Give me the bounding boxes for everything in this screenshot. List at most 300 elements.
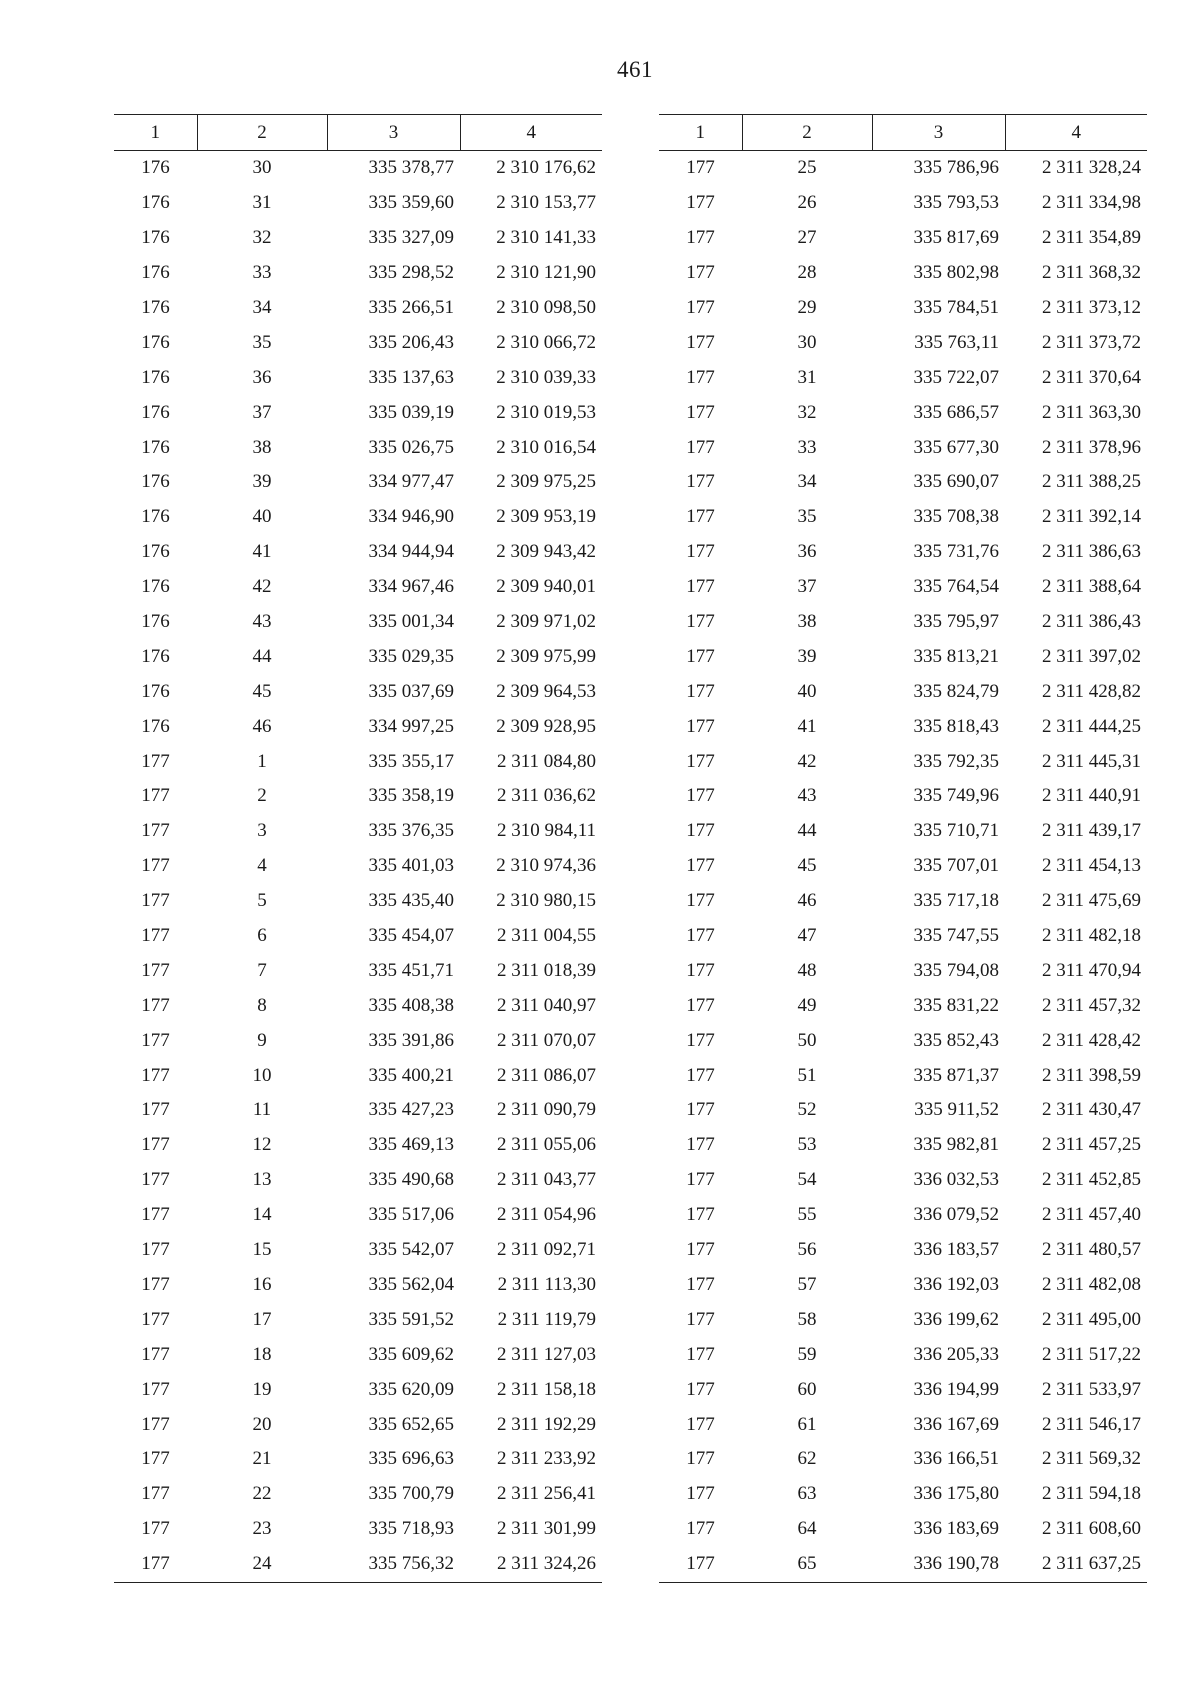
table-cell-col-2: 48	[797, 959, 817, 981]
table-cell-col-1: 177	[141, 1308, 170, 1330]
table-row	[114, 849, 602, 884]
table-cell-col-4: 2 311 569,32	[1041, 1448, 1141, 1470]
table-cell-col-2: 8	[257, 994, 267, 1016]
table-row	[114, 1093, 602, 1128]
table-cell-col-2: 49	[797, 994, 817, 1016]
table-cell-col-1: 177	[141, 750, 170, 772]
table-cell-col-4: 2 310 141,33	[496, 227, 596, 249]
table-cell-col-2: 51	[797, 1064, 817, 1086]
table-cell-col-2: 15	[252, 1239, 272, 1261]
table-row	[114, 1058, 602, 1093]
table-cell-col-3: 335 026,75	[368, 436, 454, 458]
table-cell-col-4: 2 309 943,42	[496, 541, 596, 563]
table-row	[659, 605, 1147, 640]
table-cell-col-4: 2 309 940,01	[496, 576, 596, 598]
table-cell-col-3: 335 620,09	[368, 1378, 454, 1400]
table-cell-col-3: 335 871,37	[913, 1064, 999, 1086]
table-row	[659, 1442, 1147, 1477]
table-cell-col-2: 38	[797, 611, 817, 633]
table-cell-col-4: 2 311 388,64	[1041, 576, 1141, 598]
table-row	[114, 709, 602, 744]
table-cell-col-1: 177	[686, 1273, 715, 1295]
table-row	[114, 1407, 602, 1442]
column-header-2: 2	[197, 115, 327, 151]
table-row	[114, 360, 602, 395]
table-cell-col-2: 44	[252, 645, 272, 667]
table-cell-col-4: 2 310 019,53	[496, 401, 596, 423]
table-cell-col-2: 11	[252, 1099, 272, 1121]
table-cell-col-3: 335 747,55	[913, 925, 999, 947]
table-cell-col-2: 24	[197, 1547, 327, 1582]
table-cell-col-1: 177	[141, 1099, 170, 1121]
table-cell-col-1: 177	[686, 1448, 715, 1470]
table-row	[659, 1163, 1147, 1198]
table-cell-col-3: 336 190,78	[872, 1547, 1005, 1582]
table-cell-col-3: 335 756,32	[327, 1547, 460, 1582]
table-cell-col-2: 57	[797, 1273, 817, 1295]
table-row	[659, 395, 1147, 430]
table-row	[659, 1407, 1147, 1442]
table-cell-col-1: 177	[686, 1343, 715, 1365]
table-row	[659, 639, 1147, 674]
table-cell-col-4: 2 311 324,26	[460, 1547, 602, 1582]
table-cell-col-1: 177	[686, 1378, 715, 1400]
table-cell-col-3: 335 609,62	[368, 1343, 454, 1365]
table-cell-col-1: 177	[686, 994, 715, 1016]
table-row	[114, 500, 602, 535]
table-row	[659, 1268, 1147, 1303]
table-cell-col-3: 335 469,13	[368, 1134, 454, 1156]
table-cell-col-2: 36	[252, 366, 272, 388]
table-row	[114, 779, 602, 814]
table-cell-col-1: 177	[686, 436, 715, 458]
table-cell-col-3: 336 183,57	[913, 1239, 999, 1261]
table-row	[114, 465, 602, 500]
table-cell-col-2: 43	[797, 785, 817, 807]
table-cell-col-4: 2 311 378,96	[1041, 436, 1141, 458]
table-cell-col-3: 334 946,90	[368, 506, 454, 528]
table-cell-col-3: 336 194,99	[913, 1378, 999, 1400]
table-cell-col-4: 2 311 386,43	[1041, 611, 1141, 633]
column-header-2: 2	[742, 115, 872, 151]
table-cell-col-3: 334 944,94	[368, 541, 454, 563]
table-cell-col-2: 22	[252, 1483, 272, 1505]
table-cell-col-2: 54	[797, 1169, 817, 1191]
table-cell-col-3: 335 982,81	[913, 1134, 999, 1156]
table-cell-col-2: 27	[797, 227, 817, 249]
table-cell-col-4: 2 311 428,82	[1041, 680, 1141, 702]
table-cell-col-3: 335 562,04	[368, 1273, 454, 1295]
table-cell-col-3: 335 039,19	[368, 401, 454, 423]
table-cell-col-3: 335 391,86	[368, 1029, 454, 1051]
table-cell-col-2: 53	[797, 1134, 817, 1156]
table-cell-col-1: 176	[141, 576, 170, 598]
table-cell-col-2: 31	[252, 192, 272, 214]
table-cell-col-1: 177	[686, 820, 715, 842]
table-cell-col-3: 335 696,63	[368, 1448, 454, 1470]
table-cell-col-4: 2 310 121,90	[496, 262, 596, 284]
table-cell-col-1: 177	[141, 1413, 170, 1435]
table-cell-col-1: 177	[141, 1483, 170, 1505]
table-row	[114, 186, 602, 221]
table-cell-col-2: 25	[797, 157, 817, 179]
table-cell-col-4: 2 311 127,03	[496, 1343, 596, 1365]
table-cell-col-3: 334 977,47	[368, 471, 454, 493]
table-cell-col-1: 177	[686, 1064, 715, 1086]
table-row	[114, 988, 602, 1023]
table-cell-col-4: 2 311 301,99	[496, 1518, 596, 1540]
table-cell-col-2: 33	[252, 262, 272, 284]
table-cell-col-2: 4	[257, 855, 267, 877]
table-cell-col-1: 177	[141, 785, 170, 807]
table-cell-col-1: 177	[686, 611, 715, 633]
table-cell-col-3: 335 206,43	[368, 331, 454, 353]
table-cell-col-1: 177	[686, 1029, 715, 1051]
table-cell-col-2: 33	[797, 436, 817, 458]
table-cell-col-1: 176	[141, 297, 170, 318]
table-cell-col-4: 2 311 070,07	[496, 1029, 596, 1051]
table-cell-col-2: 65	[742, 1547, 872, 1582]
table-row	[114, 325, 602, 360]
table-cell-col-3: 335 359,60	[368, 192, 454, 214]
table-row	[659, 1547, 1147, 1582]
table-cell-col-1: 177	[686, 750, 715, 772]
table-cell-col-3: 335 700,79	[368, 1483, 454, 1505]
table-row	[659, 953, 1147, 988]
table-row	[659, 570, 1147, 605]
table-row	[659, 1023, 1147, 1058]
table-cell-col-2: 12	[252, 1134, 272, 1156]
table-cell-col-1: 176	[141, 645, 170, 667]
table-row	[659, 1337, 1147, 1372]
table-cell-col-2: 23	[252, 1518, 272, 1540]
table-cell-col-3: 335 298,52	[368, 262, 454, 284]
table-cell-col-2: 43	[252, 611, 272, 633]
table-row	[114, 1302, 602, 1337]
table-cell-col-1: 177	[686, 785, 715, 807]
table-header	[114, 115, 602, 151]
table-cell-col-4: 2 311 036,62	[496, 785, 596, 807]
table-cell-col-3: 335 037,69	[368, 680, 454, 702]
table-cell-col-2: 9	[257, 1029, 267, 1051]
table-cell-col-1: 176	[141, 611, 170, 633]
table-cell-col-1: 177	[141, 855, 170, 877]
table-cell-col-2: 39	[797, 645, 817, 667]
table-cell-col-1: 177	[141, 959, 170, 981]
table-row	[659, 465, 1147, 500]
table-row	[659, 360, 1147, 395]
table-cell-col-4: 2 309 953,19	[496, 506, 596, 528]
coordinate-table-right	[659, 114, 1147, 1583]
page-number: 461	[617, 57, 653, 82]
table-row	[114, 430, 602, 465]
table-cell-col-3: 335 717,18	[913, 890, 999, 912]
table-cell-col-4: 2 310 980,15	[496, 890, 596, 912]
table-cell-col-2: 32	[252, 227, 272, 249]
table-cell-col-3: 335 677,30	[913, 436, 999, 458]
table-cell-col-2: 41	[252, 541, 272, 563]
table-cell-col-1: 177	[686, 506, 715, 528]
table-row	[114, 919, 602, 954]
table-cell-col-3: 335 376,35	[368, 820, 454, 842]
table-cell-col-1: 177	[686, 715, 715, 737]
table-row	[114, 1268, 602, 1303]
table-row	[114, 1163, 602, 1198]
table-cell-col-2: 13	[252, 1169, 272, 1191]
table-cell-col-2: 62	[797, 1448, 817, 1470]
table-cell-col-2: 32	[797, 401, 817, 423]
table-cell-col-1: 176	[141, 436, 170, 458]
table-cell-col-1: 177	[141, 890, 170, 912]
table-cell-col-4: 2 311 457,32	[1041, 994, 1141, 1016]
table-row	[659, 1302, 1147, 1337]
table-cell-col-4: 2 311 397,02	[1041, 645, 1141, 667]
table-cell-col-1: 177	[686, 890, 715, 912]
table-cell-col-2: 46	[252, 715, 272, 737]
table-cell-col-2: 20	[252, 1413, 272, 1435]
table-cell-col-2: 59	[797, 1343, 817, 1365]
table-cell-col-3: 335 795,97	[913, 611, 999, 633]
table-row	[114, 1442, 602, 1477]
table-row	[659, 849, 1147, 884]
table-cell-col-3: 336 175,80	[913, 1483, 999, 1505]
table-cell-col-4: 2 310 098,50	[496, 297, 596, 318]
table-cell-col-1: 177	[686, 471, 715, 493]
table-cell-col-1: 177	[686, 1308, 715, 1330]
table-row	[114, 535, 602, 570]
table-cell-col-4: 2 311 517,22	[1041, 1343, 1141, 1365]
table-cell-col-4: 2 311 018,39	[496, 959, 596, 981]
table-cell-col-3: 335 690,07	[913, 471, 999, 493]
table-cell-col-4: 2 311 086,07	[496, 1064, 596, 1086]
table-row	[659, 1477, 1147, 1512]
table-cell-col-1: 177	[114, 1547, 197, 1582]
table-cell-col-2: 19	[252, 1378, 272, 1400]
table-row	[659, 1198, 1147, 1233]
table-cell-col-2: 34	[252, 297, 272, 318]
table-cell-col-1: 177	[141, 925, 170, 947]
table-cell-col-4: 2 311 444,25	[1041, 715, 1141, 737]
table-cell-col-2: 30	[252, 157, 272, 179]
table-cell-col-1: 177	[686, 262, 715, 284]
table-cell-col-4: 2 311 546,17	[1041, 1413, 1141, 1435]
table-cell-col-2: 31	[797, 366, 817, 388]
column-header-4: 4	[1005, 115, 1147, 151]
table-cell-col-1: 177	[686, 401, 715, 423]
table-cell-col-1: 176	[141, 331, 170, 353]
table-cell-col-4: 2 311 354,89	[1041, 227, 1141, 249]
table-cell-col-4: 2 311 452,85	[1041, 1169, 1141, 1191]
table-cell-col-3: 334 997,25	[368, 715, 454, 737]
table-cell-col-1: 177	[686, 1099, 715, 1121]
table-cell-col-1: 176	[141, 680, 170, 702]
table-cell-col-4: 2 311 084,80	[496, 750, 596, 772]
table-cell-col-3: 335 327,09	[368, 227, 454, 249]
table-cell-col-2: 46	[797, 890, 817, 912]
table-body	[114, 151, 602, 1583]
table-row	[114, 291, 602, 326]
column-header-1: 1	[659, 115, 742, 151]
table-cell-col-4: 2 311 334,98	[1041, 192, 1141, 214]
header-row	[659, 115, 1147, 151]
header-row	[114, 115, 602, 151]
table-cell-col-1: 177	[686, 366, 715, 388]
table-row	[659, 186, 1147, 221]
table-row	[659, 1372, 1147, 1407]
table-cell-col-1: 177	[686, 645, 715, 667]
table-cell-col-3: 335 813,21	[913, 645, 999, 667]
table-cell-col-4: 2 311 370,64	[1041, 366, 1141, 388]
table-cell-col-4: 2 309 971,02	[496, 611, 596, 633]
table-cell-col-1: 177	[141, 994, 170, 1016]
column-header-1: 1	[114, 115, 197, 151]
table-cell-col-4: 2 310 984,11	[496, 820, 596, 842]
table-cell-col-3: 335 490,68	[368, 1169, 454, 1191]
table-cell-col-4: 2 310 016,54	[496, 436, 596, 458]
table-cell-col-4: 2 311 004,55	[496, 925, 596, 947]
table-cell-col-2: 38	[252, 436, 272, 458]
table-cell-col-2: 45	[797, 855, 817, 877]
table-row	[114, 1233, 602, 1268]
table-row	[659, 500, 1147, 535]
table-cell-col-4: 2 310 039,33	[496, 366, 596, 388]
table-cell-col-2: 40	[252, 506, 272, 528]
table-cell-col-2: 60	[797, 1378, 817, 1400]
table-cell-col-1: 177	[686, 959, 715, 981]
table-cell-col-3: 334 967,46	[368, 576, 454, 598]
table-cell-col-2: 42	[252, 576, 272, 598]
table-cell-col-3: 335 763,11	[914, 331, 999, 353]
table-row	[114, 744, 602, 779]
table-row	[114, 674, 602, 709]
table-row	[659, 919, 1147, 954]
table-cell-col-3: 335 818,43	[913, 715, 999, 737]
table-row	[659, 674, 1147, 709]
table-cell-col-4: 2 311 388,25	[1041, 471, 1141, 493]
table-cell-col-1: 176	[141, 366, 170, 388]
table-row	[659, 1512, 1147, 1547]
table-row	[659, 256, 1147, 291]
table-row	[659, 814, 1147, 849]
table-cell-col-1: 177	[686, 297, 715, 318]
table-cell-col-4: 2 311 043,77	[496, 1169, 596, 1191]
table-cell-col-4: 2 311 192,29	[496, 1413, 596, 1435]
table-row	[114, 570, 602, 605]
table-cell-col-4: 2 309 928,95	[496, 715, 596, 737]
table-cell-col-2: 55	[797, 1204, 817, 1226]
table-cell-col-2: 21	[252, 1448, 272, 1470]
table-cell-col-3: 335 517,06	[368, 1204, 454, 1226]
table-cell-col-3: 335 427,23	[368, 1099, 454, 1121]
table-cell-col-1: 177	[659, 1547, 742, 1582]
table-cell-col-1: 177	[686, 1413, 715, 1435]
table-row	[114, 1023, 602, 1058]
table-cell-col-4: 2 311 398,59	[1041, 1064, 1141, 1086]
table-cell-col-3: 335 542,07	[368, 1239, 454, 1261]
table-cell-col-4: 2 311 113,30	[497, 1273, 596, 1295]
table-cell-col-1: 176	[141, 541, 170, 563]
table-row	[659, 291, 1147, 326]
table-row	[114, 1198, 602, 1233]
table-cell-col-3: 335 911,52	[914, 1099, 999, 1121]
table-cell-col-1: 177	[686, 192, 715, 214]
table-cell-col-4: 2 311 055,06	[496, 1134, 596, 1156]
table-cell-col-1: 177	[686, 157, 715, 179]
table-cell-col-3: 336 199,62	[913, 1308, 999, 1330]
table-cell-col-4: 2 311 430,47	[1041, 1099, 1141, 1121]
table-row	[659, 1233, 1147, 1268]
table-cell-col-1: 177	[141, 1204, 170, 1226]
table-cell-col-3: 335 378,77	[368, 157, 454, 179]
table-cell-col-1: 176	[141, 715, 170, 737]
table-cell-col-3: 335 686,57	[913, 401, 999, 423]
table-cell-col-4: 2 311 482,08	[1041, 1273, 1141, 1295]
table-cell-col-2: 30	[797, 331, 817, 353]
table-cell-col-3: 335 794,08	[913, 959, 999, 981]
table-cell-col-1: 177	[686, 925, 715, 947]
table-row	[659, 884, 1147, 919]
table-cell-col-3: 335 722,07	[913, 366, 999, 388]
table-cell-col-4: 2 310 176,62	[496, 157, 596, 179]
table-cell-col-3: 335 266,51	[368, 297, 454, 318]
table-cell-col-3: 335 852,43	[913, 1029, 999, 1051]
table-cell-col-2: 45	[252, 680, 272, 702]
table-row	[114, 256, 602, 291]
table-cell-col-2: 61	[797, 1413, 817, 1435]
table-cell-col-1: 177	[141, 1029, 170, 1051]
table-row	[114, 395, 602, 430]
table-row	[114, 221, 602, 256]
table-cell-col-1: 177	[141, 1518, 170, 1540]
column-header-3: 3	[327, 115, 460, 151]
table-cell-col-3: 335 718,93	[368, 1518, 454, 1540]
table-cell-col-4: 2 311 457,25	[1041, 1134, 1141, 1156]
table-cell-col-3: 336 032,53	[913, 1169, 999, 1191]
table-header	[659, 115, 1147, 151]
table-cell-col-4: 2 311 482,18	[1041, 925, 1141, 947]
table-cell-col-4: 2 311 480,57	[1041, 1239, 1141, 1261]
table-cell-col-3: 335 831,22	[913, 994, 999, 1016]
table-cell-col-2: 14	[252, 1204, 272, 1226]
table-cell-col-4: 2 311 495,00	[1041, 1308, 1141, 1330]
table-cell-col-3: 336 079,52	[913, 1204, 999, 1226]
table-cell-col-2: 47	[797, 925, 817, 947]
table-cell-col-2: 52	[797, 1099, 817, 1121]
table-cell-col-4: 2 311 457,40	[1041, 1204, 1141, 1226]
table-cell-col-1: 177	[686, 1134, 715, 1156]
table-row	[114, 814, 602, 849]
table-cell-col-3: 335 591,52	[368, 1308, 454, 1330]
table-cell-col-3: 335 749,96	[913, 785, 999, 807]
table-cell-col-4: 2 311 533,97	[1041, 1378, 1141, 1400]
table-cell-col-4: 2 311 440,91	[1041, 785, 1141, 807]
table-cell-col-4: 2 311 373,12	[1041, 297, 1141, 318]
table-cell-col-4: 2 311 090,79	[496, 1099, 596, 1121]
table-cell-col-1: 176	[141, 471, 170, 493]
table-cell-col-3: 335 764,54	[913, 576, 999, 598]
table-row	[114, 1512, 602, 1547]
table-cell-col-3: 335 001,34	[368, 611, 454, 633]
table-cell-col-2: 36	[797, 541, 817, 563]
table-cell-col-1: 177	[686, 1239, 715, 1261]
table-cell-col-3: 335 435,40	[368, 890, 454, 912]
table-cell-col-1: 177	[686, 1518, 715, 1540]
table-cell-col-2: 42	[797, 750, 817, 772]
table-cell-col-3: 335 400,21	[368, 1064, 454, 1086]
table-cell-col-4: 2 311 439,17	[1041, 820, 1141, 842]
column-header-4: 4	[460, 115, 602, 151]
table-cell-col-1: 176	[141, 262, 170, 284]
